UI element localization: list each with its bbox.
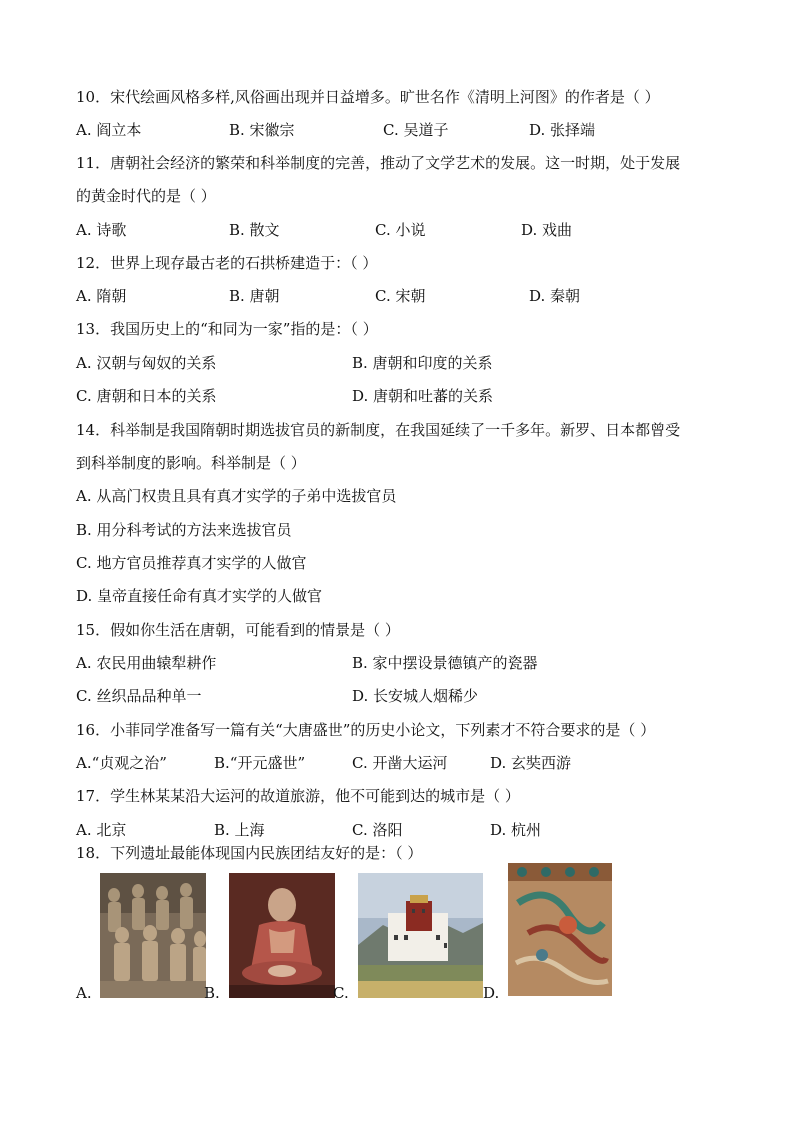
question-10-option-c[interactable]: C. 吴道子	[383, 121, 449, 139]
question-15-option-c[interactable]: C. 丝织品品种单一	[76, 687, 202, 705]
question-11-option-d[interactable]: D. 戏曲	[521, 221, 573, 239]
question-17-option-c[interactable]: C. 洛阳	[352, 821, 403, 839]
question-16-option-b[interactable]: B.“开元盛世”	[214, 754, 306, 772]
seated-monk-statue-photo[interactable]	[229, 873, 335, 998]
question-16-option-c[interactable]: C. 开凿大运河	[352, 754, 448, 772]
question-14-option-c[interactable]: C. 地方官员推荐真才实学的人做官	[76, 554, 307, 572]
question-16-option-a[interactable]: A.“贞观之治”	[76, 754, 167, 772]
question-13-option-c[interactable]: C. 唐朝和日本的关系	[76, 387, 217, 405]
question-14-option-d[interactable]: D. 皇帝直接任命有真才实学的人做官	[76, 587, 323, 605]
question-18-option-d-label[interactable]: D.	[483, 984, 500, 1002]
question-13-option-d[interactable]: D. 唐朝和吐蕃的关系	[352, 387, 494, 405]
question-13-option-b[interactable]: B. 唐朝和印度的关系	[352, 354, 493, 372]
question-12-stem: 12．世界上现存最古老的石拱桥建造于：（ ）	[76, 254, 378, 272]
question-10-stem: 10．宋代绘画风格多样,风俗画出现并日益增多。旷世名作《清明上河图》的作者是（ ）	[76, 88, 660, 106]
question-16-stem: 16．小菲同学准备写一篇有关“大唐盛世”的历史小论文，下列素才不符合要求的是（ ）	[76, 721, 656, 739]
question-17-option-d[interactable]: D. 杭州	[490, 821, 542, 839]
dunhuang-mural-photo[interactable]	[508, 863, 612, 996]
question-17-option-a[interactable]: A. 北京	[76, 821, 127, 839]
question-15-option-b[interactable]: B. 家中摆设景德镇产的瓷器	[352, 654, 538, 672]
question-17-option-b[interactable]: B. 上海	[214, 821, 265, 839]
question-18-option-b-label[interactable]: B.	[204, 984, 220, 1002]
question-13-option-a[interactable]: A. 汉朝与匈奴的关系	[76, 354, 217, 372]
question-12-option-d[interactable]: D. 秦朝	[529, 287, 581, 305]
question-11-option-b[interactable]: B. 散文	[229, 221, 280, 239]
question-15-stem: 15．假如你生活在唐朝，可能看到的情景是（ ）	[76, 621, 400, 639]
question-15-option-d[interactable]: D. 长安城人烟稀少	[352, 687, 479, 705]
question-10-option-a[interactable]: A. 阎立本	[76, 121, 142, 139]
question-14-option-a[interactable]: A. 从高门权贵且具有真才实学的子弟中选拔官员	[76, 487, 397, 505]
question-11-option-c[interactable]: C. 小说	[375, 221, 426, 239]
question-11-stem-line-1: 11．唐朝社会经济的繁荣和科举制度的完善，推动了文学艺术的发展。这一时期，处于发展	[76, 154, 681, 172]
terracotta-warriors-photo[interactable]	[100, 873, 206, 998]
question-13-stem: 13．我国历史上的“和同为一家”指的是：（ ）	[76, 320, 378, 338]
question-18-stem: 18．下列遗址最能体现国内民族团结友好的是：（ ）	[76, 844, 423, 862]
question-18-option-c-label[interactable]: C.	[333, 984, 349, 1002]
question-12-option-a[interactable]: A. 隋朝	[76, 287, 127, 305]
question-11-stem-line-2: 的黄金时代的是（ ）	[76, 187, 216, 205]
potala-palace-photo[interactable]	[358, 873, 483, 998]
question-14-stem-line-1: 14．科举制是我国隋朝时期选拔官员的新制度，在我国延续了一千多年。新罗、日本都曾受	[76, 421, 681, 439]
question-12-option-b[interactable]: B. 唐朝	[229, 287, 280, 305]
question-14-option-b[interactable]: B. 用分科考试的方法来选拔官员	[76, 521, 292, 539]
question-14-stem-line-2: 到科举制度的影响。科举制是（ ）	[76, 454, 306, 472]
question-17-stem: 17．学生林某某沿大运河的故道旅游，他不可能到达的城市是（ ）	[76, 787, 520, 805]
question-11-option-a[interactable]: A. 诗歌	[76, 221, 127, 239]
question-10-option-d[interactable]: D. 张择端	[529, 121, 596, 139]
question-18-option-a-label[interactable]: A.	[76, 984, 92, 1002]
question-12-option-c[interactable]: C. 宋朝	[375, 287, 426, 305]
question-16-option-d[interactable]: D. 玄奘西游	[490, 754, 572, 772]
question-15-option-a[interactable]: A. 农民用曲辕犁耕作	[76, 654, 217, 672]
question-10-option-b[interactable]: B. 宋徽宗	[229, 121, 295, 139]
